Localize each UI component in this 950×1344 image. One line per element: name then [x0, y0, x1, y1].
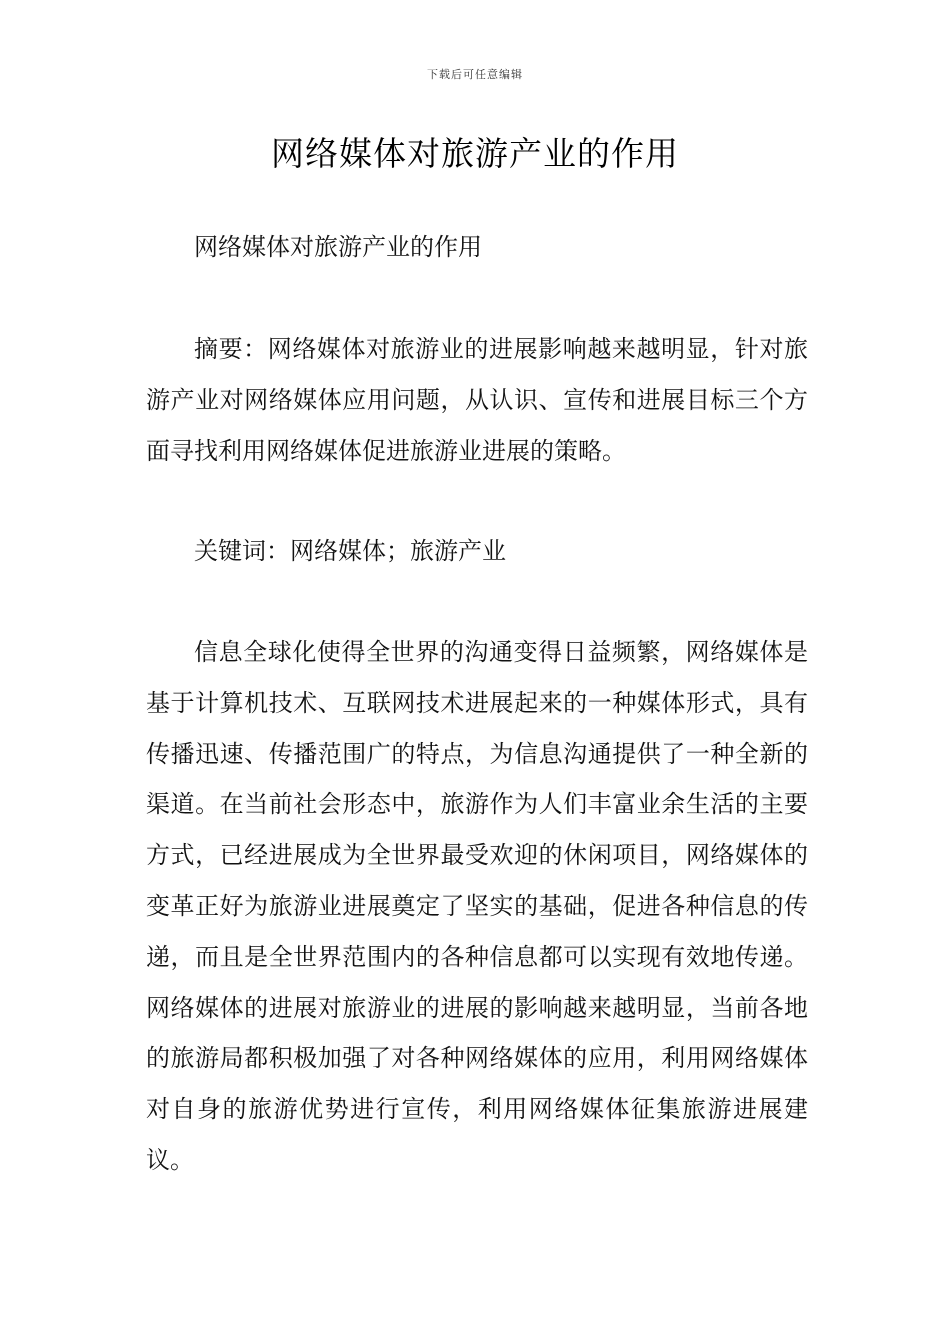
page-header-note: 下载后可任意编辑	[427, 68, 523, 81]
subtitle-paragraph: 网络媒体对旅游产业的作用	[194, 233, 482, 261]
body-paragraph: 信息全球化使得全世界的沟通变得日益频繁，网络媒体是基于计算机技术、互联网技术进展起来的一种媒体形式，具有传播迅速、传播范围广的特点，为信息沟通提供了一种全新的渠道。在当前社会形态中，旅游作为人们丰富业余生活的主要方式，已经进展成为全世界最受欢迎的休闲项目，网络媒体的变革正好为旅游业进展奠定了坚实的基础，促进各种信息的传递，而且是全世界范围内的各种信息都可以实现有效地传递。网络媒体的进展对旅游业的进展的影响越来越明显，当前各地的旅游局都积极加强了对各种网络媒体的应用，利用网络媒体对自身的旅游优势进行宣传，利用网络媒体征集旅游进展建议。	[146, 638, 808, 1174]
keywords-paragraph: 关键词：网络媒体；旅游产业	[194, 537, 506, 565]
document-title: 网络媒体对旅游产业的作用	[271, 134, 679, 173]
abstract-paragraph: 摘要：网络媒体对旅游业的进展影响越来越明显，针对旅游产业对网络媒体应用问题，从认识、宣传和进展目标三个方面寻找利用网络媒体促进旅游业进展的策略。	[146, 335, 808, 465]
